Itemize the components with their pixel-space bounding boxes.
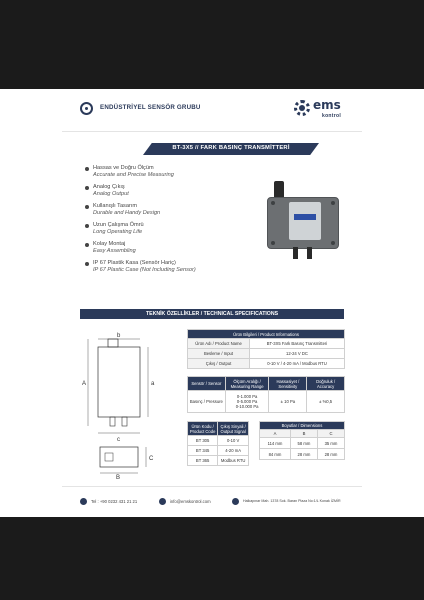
dim-label-A: A <box>82 381 87 387</box>
dimensions-table <box>259 421 345 460</box>
bullet-icon <box>85 243 89 247</box>
bullet-icon <box>85 167 89 171</box>
device-display <box>294 214 316 220</box>
code-cell: BT 305 <box>188 436 218 446</box>
code-cell: BT 345 <box>188 446 218 456</box>
brand-name: ems <box>313 98 341 112</box>
feature-tr: IP 67 Plastik Kasa (Sensör Hariç) <box>93 260 176 266</box>
location-icon <box>232 498 239 505</box>
gear-logo-icon <box>294 100 310 116</box>
dim-label-b: b <box>117 333 121 339</box>
feature-tr: Analog Çıkış <box>93 184 125 190</box>
info-label: Çıkış / Output <box>188 359 250 369</box>
signal-cell: 0-10 V <box>218 436 249 446</box>
sensor-col-header: Sensör / Sensor <box>188 377 226 391</box>
screw-icon <box>271 241 275 245</box>
feature-en: Long Operating Life <box>93 229 143 235</box>
product-title: BT-3X5 // FARK BASINÇ TRANSMİTTERİ <box>172 145 290 151</box>
bullet-icon <box>85 205 89 209</box>
email-icon <box>159 498 166 505</box>
range-value: 0-1.000 Pa <box>236 394 258 399</box>
screw-icon <box>331 241 335 245</box>
feature-tr: Hassas ve Doğru Ölçüm <box>93 165 154 171</box>
specs-title: TEKNİK ÖZELLİKLER / TECHNICAL SPECIFICATIONS <box>145 311 279 317</box>
phone-icon <box>80 498 87 505</box>
dim-cell: 84 mm <box>260 449 291 460</box>
feature-tr: Uzun Çalışma Ömrü <box>93 222 144 228</box>
pressure-port <box>293 247 298 259</box>
sheet-footer <box>62 486 362 517</box>
dimension-drawing <box>78 329 168 479</box>
info-label: Ürün Adı / Product Name <box>188 339 250 349</box>
info-value: 0-10 V / 4-20 mA / Modbus RTU <box>250 359 345 369</box>
screw-icon <box>271 201 275 205</box>
info-value: 12-24 V DC <box>250 349 345 359</box>
top-dark-band <box>0 0 424 89</box>
footer-address: Halkapınar Mah. 1378 Sok. Baran Plaza No:1/L Konak İZMİR <box>243 499 341 503</box>
code-col-header: Ürün Kodu / Product Code <box>188 422 218 436</box>
dim-col-C: C <box>317 430 344 438</box>
signal-cell: Modbus RTU <box>218 456 249 466</box>
feature-tr: Kullanışlı Tasarım <box>93 203 138 209</box>
code-cell: BT 365 <box>188 456 218 466</box>
dim-cell: 58 mm <box>290 438 317 449</box>
accuracy-col-header: Doğruluk / Accuracy <box>307 377 345 391</box>
feature-en: IP 67 Plastic Case (Not Including Sensor) <box>93 267 196 273</box>
range-value: 0-5.000 Pa <box>236 399 258 404</box>
info-label: Besleme / Input <box>188 349 250 359</box>
dim-label-c: c <box>117 437 120 443</box>
feature-en: Durable and Handy Design <box>93 210 161 216</box>
dim-col-A: A <box>260 430 291 438</box>
dim-cell: 35 mm <box>317 438 344 449</box>
footer-phone[interactable]: Tel : +90 0232 431 21 21 <box>91 499 138 504</box>
product-info-table <box>187 329 345 369</box>
dim-label-a: a <box>151 381 155 387</box>
info-value: BT-3X5 Fark Basınç Transmitteri <box>250 339 345 349</box>
sensor-table <box>187 376 345 413</box>
feature-en: Easy Assembling <box>93 248 136 254</box>
sensitivity-cell: ± 10 Pa <box>269 391 307 413</box>
bullet-icon <box>85 224 89 228</box>
dimensions-header: Boyutlar / Dimensions <box>260 422 345 430</box>
dim-cell: 28 mm <box>290 449 317 460</box>
range-col-header: Ölçüm Aralığı / Measuring Range <box>225 377 269 391</box>
signal-cell: 4-20 mA <box>218 446 249 456</box>
dim-col-B: B <box>290 430 317 438</box>
pressure-port <box>307 247 312 259</box>
transmitter-device-image <box>267 181 339 259</box>
feature-en: Analog Output <box>93 191 129 197</box>
footer-email[interactable]: info@emskontrol.com <box>170 499 211 504</box>
device-label-panel <box>289 202 321 240</box>
bottom-dark-band <box>0 517 424 600</box>
dim-label-B: B <box>116 475 121 479</box>
sensitivity-col-header: Hassasiyet / Sensitivity <box>269 377 307 391</box>
range-value: 0-10.000 Pa <box>235 404 259 409</box>
group-name: ENDÜSTRİYEL SENSÖR GRUBU <box>100 104 201 111</box>
product-code-table <box>187 421 249 466</box>
feature-tr: Kolay Montaj <box>93 241 126 247</box>
signal-col-header: Çıkış Sinyali / Output Signal <box>218 422 249 436</box>
sensor-cell: Basınç / Pressure <box>188 391 226 413</box>
brand-subname: kontrol <box>322 113 342 119</box>
screw-icon <box>331 201 335 205</box>
product-sheet <box>62 89 362 517</box>
accuracy-cell: ± %0,5 <box>307 391 345 413</box>
bullet-icon <box>85 262 89 266</box>
product-info-header: Ürün Bilgileri / Product Informations <box>188 330 345 339</box>
dim-label-C: C <box>149 456 154 462</box>
sheet-header <box>62 89 362 132</box>
dim-cell: 114 mm <box>260 438 291 449</box>
sensor-group-icon <box>80 102 93 115</box>
bullet-icon <box>85 186 89 190</box>
range-cell <box>225 391 269 413</box>
dim-cell: 28 mm <box>317 449 344 460</box>
feature-en: Accurate and Precise Measuring <box>93 172 174 178</box>
